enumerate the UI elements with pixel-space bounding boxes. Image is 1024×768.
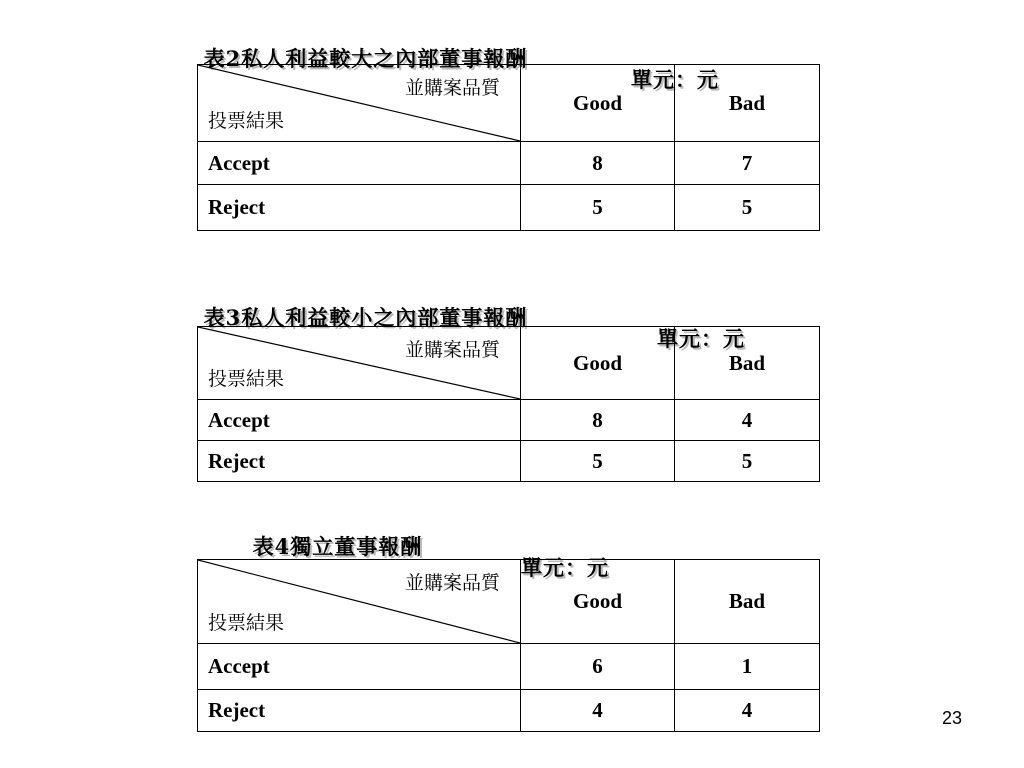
- table-row: [198, 400, 820, 441]
- row-label-accept: Accept: [198, 644, 521, 690]
- corner-label-quality: 並購案品質: [404, 77, 500, 99]
- cell-value: 8: [521, 400, 675, 441]
- column-header-bad: Bad: [675, 560, 820, 644]
- column-header-bad: Bad: [675, 327, 820, 400]
- cell-value: 5: [521, 185, 675, 231]
- cell-value: 5: [521, 441, 675, 482]
- corner-label-vote: 投票結果: [208, 612, 285, 634]
- corner-label-vote: 投票結果: [208, 110, 285, 132]
- corner-header-cell: [198, 65, 521, 142]
- table-header-row: [198, 560, 820, 644]
- corner-header-cell: [198, 560, 521, 644]
- table-row: [198, 690, 820, 732]
- cell-value: 1: [675, 644, 820, 690]
- table-row: [198, 441, 820, 482]
- column-header-good: Good: [521, 65, 675, 142]
- cell-value: 4: [675, 400, 820, 441]
- row-label-accept: Accept: [198, 400, 521, 441]
- table-row: [198, 185, 820, 231]
- column-header-bad: Bad: [675, 65, 820, 142]
- cell-value: 4: [675, 690, 820, 732]
- cell-value: 8: [521, 142, 675, 185]
- table-3-title-text: 表3私人利益較小之內部董事報酬: [203, 305, 528, 330]
- corner-label-quality: 並購案品質: [404, 339, 500, 361]
- table-header-row: [198, 327, 820, 400]
- table-2-title-text: 表2私人利益較大之內部董事報酬: [203, 46, 528, 71]
- cell-value: 4: [521, 690, 675, 732]
- corner-label-quality: 並購案品質: [404, 572, 500, 594]
- table-4-unit: 單元：元: [521, 555, 609, 580]
- table-3-unit: 單元：元: [657, 326, 745, 351]
- row-label-accept: Accept: [198, 142, 521, 185]
- page-number: 23: [941, 708, 962, 728]
- table-2-unit: 單元：元: [631, 67, 719, 92]
- row-label-reject: Reject: [198, 690, 521, 732]
- row-label-reject: Reject: [198, 185, 521, 231]
- table-2: [197, 64, 820, 231]
- table-row: [198, 644, 820, 690]
- cell-value: 6: [521, 644, 675, 690]
- table-3: [197, 326, 820, 482]
- row-label-reject: Reject: [198, 441, 521, 482]
- table-4-title-text: 表4獨立董事報酬: [252, 534, 423, 559]
- corner-label-vote: 投票結果: [208, 368, 285, 390]
- corner-header-cell: [198, 327, 521, 400]
- cell-value: 7: [675, 142, 820, 185]
- table-row: [198, 142, 820, 185]
- column-header-good: Good: [521, 560, 675, 644]
- column-header-good: Good: [521, 327, 675, 400]
- cell-value: 5: [675, 441, 820, 482]
- cell-value: 5: [675, 185, 820, 231]
- table-header-row: [198, 65, 820, 142]
- table-4: [197, 555, 820, 732]
